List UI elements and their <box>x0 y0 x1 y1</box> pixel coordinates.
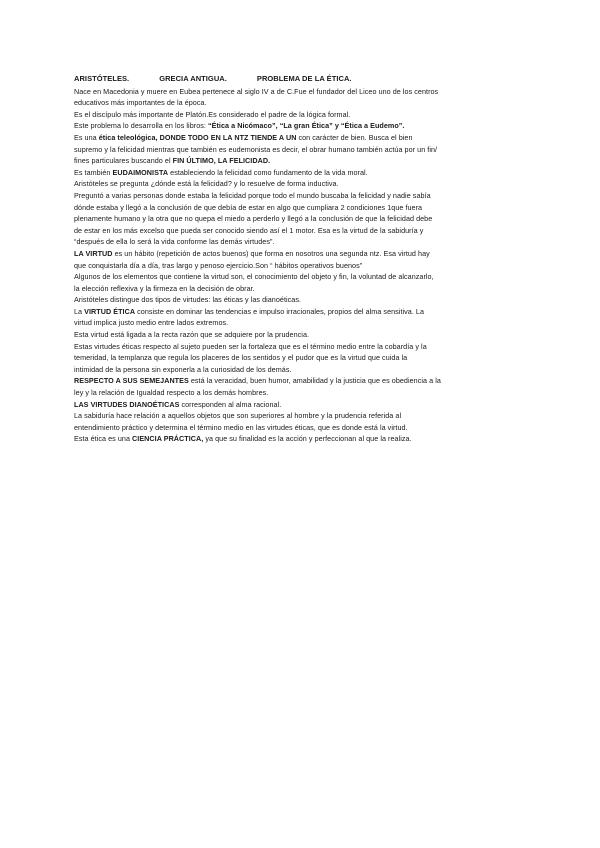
heading-era: GRECIA ANTIGUA. <box>159 74 227 83</box>
text-line <box>74 120 534 132</box>
text-run: dónde estaba y llegó a la conclusión de que debía de estar en algo que cumpliara 2 condiciones 1que fuera <box>74 202 423 212</box>
text-line <box>74 167 534 179</box>
bold-text-run: RESPECTO A SUS SEMEJANTES <box>74 376 189 386</box>
paragraph <box>74 306 534 329</box>
text-line <box>74 399 534 411</box>
text-run: ya que su finalidad es la acción y perfeccionan al que la realiza. <box>203 434 412 444</box>
text-line <box>74 225 534 237</box>
text-line <box>74 341 534 353</box>
text-line <box>74 410 534 422</box>
text-run: Esta virtud está ligada a la recta razón que se adquiere por la prudencia. <box>74 330 310 340</box>
text-run: estableciendo la felicidad como fundamento de la vida moral. <box>168 167 368 177</box>
paragraph <box>74 190 534 248</box>
text-run: con carácter de bien. Busca el bien <box>296 132 413 142</box>
text-line <box>74 144 534 156</box>
text-run: ley y la relación de Igualdad respecto a los demás hombres. <box>74 388 269 398</box>
document-heading <box>74 73 534 85</box>
text-run: Es también <box>74 167 113 177</box>
text-line <box>74 86 534 98</box>
bold-text-run: “Ética a Nicómaco”, “La gran Ética” y “Ética a Eudemo”. <box>208 121 405 131</box>
text-line <box>74 317 534 329</box>
text-run: La <box>74 306 85 316</box>
text-line <box>74 387 534 399</box>
text-run: intimidad de la persona sin exponerla a la curiosidad de los demás. <box>74 364 292 374</box>
text-run: educativos más importantes de la época. <box>74 98 207 108</box>
text-run: es un hábito (repetición de actos buenos) que forma en nosotros una segunda ntz. Esa virtud hay <box>112 248 430 258</box>
text-run: Aristóteles se pregunta ¿dónde está la felicidad? y lo resuelve de forma inductiva. <box>74 179 339 189</box>
text-run: Este problema lo desarrolla en los libros: <box>74 121 208 131</box>
text-line <box>74 329 534 341</box>
text-run: Algunos de los elementos que contiene la virtud son, el conocimiento del objeto y fin, la voluntad de alcanzarlo, <box>74 272 434 282</box>
text-run: Es el discípulo más importante de Platón.Es considerado el padre de la lógica formal. <box>74 109 351 119</box>
text-line <box>74 375 534 387</box>
text-run: de estar en los más excelso que pueda ser conocido siendo así el 1 motor. Esa es la virtud de la sabiduría y <box>74 225 424 235</box>
text-line <box>74 236 534 248</box>
text-line <box>74 422 534 434</box>
bold-text-run: VIRTUD ÉTICA <box>84 306 136 316</box>
paragraph <box>74 375 534 398</box>
paragraph <box>74 433 534 445</box>
paragraph <box>74 329 534 341</box>
paragraph <box>74 120 534 132</box>
text-line <box>74 271 534 283</box>
text-run: corresponden al alma racional. <box>179 399 282 409</box>
text-line <box>74 109 534 121</box>
text-run: la elección reflexiva y la firmeza en la decisión de obrar. <box>74 283 255 293</box>
text-run: Estas virtudes éticas respecto al sujeto pueden ser la fortaleza que es el término medio entre la cobardía y la <box>74 341 427 351</box>
paragraph <box>74 410 534 433</box>
text-run: Aristóteles distingue dos tipos de virtudes: las éticas y las dianoéticas. <box>74 295 302 305</box>
text-line <box>74 190 534 202</box>
bold-text-run: ética teleológica, DONDE TODO EN LA NTZ TIENDE A UN <box>98 132 297 142</box>
text-line <box>74 97 534 109</box>
text-line <box>74 352 534 364</box>
text-line <box>74 132 534 144</box>
text-line <box>74 178 534 190</box>
text-run: Esta ética es una <box>74 434 133 444</box>
text-run: consiste en dominar las tendencias e impulso irracionales, propios del alma sensitiva. La <box>135 306 425 316</box>
paragraph <box>74 399 534 411</box>
bold-text-run: LAS VIRTUDES DIANOÉTICAS <box>74 399 180 409</box>
text-run: “después de ella lo será la vida conforme las demás virtudes”. <box>74 237 275 247</box>
text-line <box>74 155 534 167</box>
paragraph <box>74 109 534 121</box>
text-line <box>74 202 534 214</box>
text-run: supremo y la felicidad mientras que también es eudemonista es decir, el obrar humano también actúa por un fin/ <box>74 144 438 154</box>
text-run: temeridad, la templanza que regula los placeres de los sentidos y el pudor que es la virtud que cuida la <box>74 353 408 363</box>
heading-topic: PROBLEMA DE LA ÉTICA. <box>256 74 352 83</box>
paragraph <box>74 86 534 109</box>
text-line <box>74 433 534 445</box>
text-run: fines particulares buscando el <box>74 156 173 166</box>
text-line <box>74 248 534 260</box>
text-run: virtud implica justo medio entre lados extremos. <box>74 318 229 328</box>
text-run: Es una <box>74 132 99 142</box>
bold-text-run: CIENCIA PRÁCTICA, <box>132 434 204 444</box>
bold-text-run: EUDAIMONISTA <box>112 167 169 177</box>
text-line <box>74 294 534 306</box>
paragraph <box>74 167 534 179</box>
text-line <box>74 364 534 376</box>
text-line <box>74 213 534 225</box>
text-line <box>74 306 534 318</box>
heading-author: ARISTÓTELES. <box>74 74 130 83</box>
document-body <box>74 73 534 445</box>
text-run: que conquistarla día a día, tras largo y penoso ejercicio.Son “ hábitos operativos buenos” <box>74 260 363 270</box>
text-run: Nace en Macedonia y muere en Eubea pertenece al siglo IV a de C.Fue el fundador del Liceo uno de los centros <box>74 86 439 96</box>
text-run: La sabiduría hace relación a aquellos objetos que son superiores al hombre y la prudencia referida al <box>74 411 402 421</box>
paragraph <box>74 248 534 271</box>
text-run: Preguntó a varias personas donde estaba la felicidad porque todo el mundo buscaba la felicidad y nadie sabía <box>74 190 431 200</box>
paragraph <box>74 341 534 376</box>
text-line <box>74 260 534 272</box>
text-run: plenamente humano y la otra que no quepa el miedo a perderlo y llegó a la conclusión de que la felicidad debe <box>74 214 433 224</box>
paragraph <box>74 271 534 294</box>
bold-text-run: LA VIRTUD <box>74 248 113 258</box>
text-line <box>74 283 534 295</box>
paragraph-list <box>74 86 534 445</box>
paragraph <box>74 132 534 167</box>
text-run: está la veracidad, buen humor, amabilidad y la justicia que es obediencia a la <box>188 376 441 386</box>
paragraph <box>74 294 534 306</box>
text-run: entendimiento práctico y determina el término medio en las virtudes éticas, que es donde está la virtud. <box>74 422 408 432</box>
bold-text-run: FIN ÚLTIMO, LA FELICIDAD. <box>172 156 271 166</box>
paragraph <box>74 178 534 190</box>
